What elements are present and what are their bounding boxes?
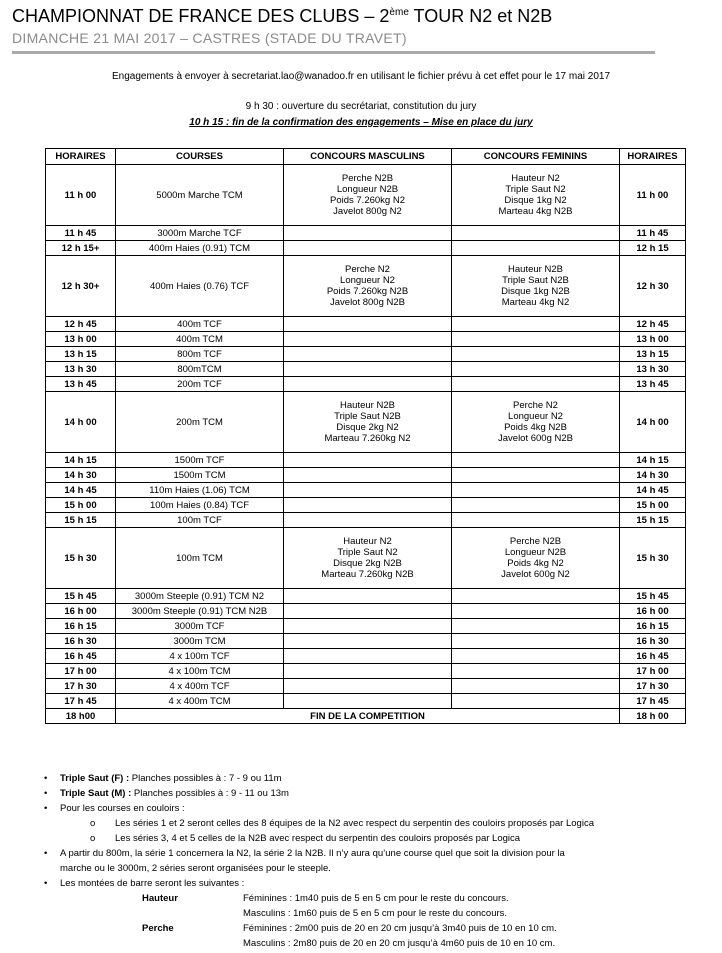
concours-masculins-cell [284, 679, 452, 694]
table-row [46, 453, 686, 468]
bullet-icon: • [44, 773, 48, 784]
horaire-end: 17 h 45 [620, 694, 686, 709]
horaire-end: 16 h 00 [620, 604, 686, 619]
course-cell: 400m Haies (0.91) TCM [116, 241, 284, 256]
table-row [46, 679, 686, 694]
list-item: • Triple Saut (F) : Planches possibles à : 7 - 9 ou 11m [44, 773, 282, 784]
table-row [46, 528, 686, 589]
confirmation-text: 10 h 15 : fin de la confirmation des engagements – Mise en place du jury [189, 117, 533, 128]
bullet-icon: • [44, 788, 48, 799]
horaire-start: 14 h 45 [46, 483, 116, 498]
horaire-start: 12 h 15+ [46, 241, 116, 256]
horaire-end: 15 h 15 [620, 513, 686, 528]
concours-feminins-cell [452, 317, 620, 332]
concours-masculins-cell [284, 664, 452, 679]
horaire-end: 13 h 15 [620, 347, 686, 362]
concours-masculins-cell [284, 468, 452, 483]
concours-masculins-cell [284, 226, 452, 241]
concours-masculins-cell [284, 649, 452, 664]
concours-feminins-cell [452, 241, 620, 256]
horaire-end: 14 h 45 [620, 483, 686, 498]
sub-bullet-icon: o [90, 833, 96, 844]
concours-feminins-cell [452, 634, 620, 649]
concours-feminins-cell [452, 256, 620, 317]
concours-item: Longueur N2B [504, 547, 567, 558]
concours-item: Poids 7.260kg N2 [330, 195, 405, 206]
concours-item: Perche N2 [345, 264, 390, 275]
table-row [46, 165, 686, 226]
concours-item: Marteau 4kg N2B [498, 206, 573, 217]
concours-item: Triple Saut N2 [337, 547, 398, 558]
course-cell: 110m Haies (1.06) TCM [116, 483, 284, 498]
concours-feminins-cell [452, 347, 620, 362]
horaire-end: 14 h 15 [620, 453, 686, 468]
header-horaires-left: HORAIRES [46, 149, 116, 165]
list-item: • Pour les courses en couloirs : [44, 803, 185, 814]
list-item: • A partir du 800m, la série 1 concernera la N2, la série 2 la N2B. Il n’y aura qu’une course quel que soit la division pour la marche ou le 3000m, 2 séries seront organisées pour le steeple. [44, 848, 565, 874]
table-row [46, 332, 686, 347]
course-cell: 400m TCF [116, 317, 284, 332]
horaire-end: 17 h 00 [620, 664, 686, 679]
header-horaires-right: HORAIRES [620, 149, 686, 165]
engagements-text: Engagements à envoyer à secretariat.lao@wanadoo.fr en utilisant le fichier prévu à cet effet pour le 17 mai 2017 [111, 71, 611, 82]
page-subtitle: DIMANCHE 21 MAI 2017 – CASTRES (STADE DU TRAVET) [12, 30, 407, 46]
course-cell: 100m Haies (0.84) TCF [116, 498, 284, 513]
horaire-start: 13 h 45 [46, 377, 116, 392]
concours-feminins-cell [452, 226, 620, 241]
horaire-end: 13 h 30 [620, 362, 686, 377]
horaire-end: 14 h 00 [620, 392, 686, 453]
horaire-start: 14 h 00 [46, 392, 116, 453]
concours-item: Triple Saut N2B [502, 275, 569, 286]
concours-feminins-cell [452, 649, 620, 664]
horaire-start: 12 h 30+ [46, 256, 116, 317]
horaire-end: 14 h 30 [620, 468, 686, 483]
horaire-end: 15 h 30 [620, 528, 686, 589]
concours-feminins-cell [452, 604, 620, 619]
concours-item: Hauteur N2 [511, 173, 560, 184]
sub-bullet-icon: o [90, 818, 96, 829]
concours-masculins-cell [284, 241, 452, 256]
concours-item: Poids 4kg N2B [504, 422, 567, 433]
horaire-start: 14 h 30 [46, 468, 116, 483]
horaire-end: 15 h 45 [620, 589, 686, 604]
concours-masculins-cell [284, 634, 452, 649]
concours-masculins-cell [284, 347, 452, 362]
concours-masculins-cell [284, 619, 452, 634]
horaire-start: 15 h 45 [46, 589, 116, 604]
table-row [46, 513, 686, 528]
course-cell: 200m TCF [116, 377, 284, 392]
concours-item: Longueur N2 [340, 275, 395, 286]
table-row [46, 649, 686, 664]
horaire-start: 16 h 00 [46, 604, 116, 619]
concours-item: Poids 4kg N2 [507, 558, 564, 569]
concours-feminins-cell [452, 377, 620, 392]
bullet-icon: • [44, 878, 48, 889]
concours-masculins-cell [284, 513, 452, 528]
horaire-start: 15 h 00 [46, 498, 116, 513]
header-courses: COURSES [116, 149, 284, 165]
concours-feminins-cell [452, 165, 620, 226]
concours-masculins-cell [284, 256, 452, 317]
concours-item: Javelot 600g N2B [498, 433, 573, 444]
course-cell: 3000m Steeple (0.91) TCM N2B [116, 604, 284, 619]
ouverture-text: 9 h 30 : ouverture du secrétariat, constitution du jury [245, 101, 477, 112]
horaire-start: 15 h 15 [46, 513, 116, 528]
table-row [46, 317, 686, 332]
concours-masculins-cell [284, 694, 452, 709]
table-row [46, 377, 686, 392]
concours-feminins-cell [452, 453, 620, 468]
concours-feminins-cell [452, 694, 620, 709]
horaire-start: 11 h 00 [46, 165, 116, 226]
concours-feminins-cell [452, 498, 620, 513]
list-item: • Les montées de barre seront les suivantes : [44, 878, 245, 889]
horaire-end: 12 h 30 [620, 256, 686, 317]
horaire-end: 11 h 45 [620, 226, 686, 241]
perche-row: Masculins : 2m80 puis de 20 en 20 cm jusqu’à 4m60 puis de 10 en 10 cm. [243, 938, 556, 949]
horaire-start: 15 h 30 [46, 528, 116, 589]
table-row [46, 468, 686, 483]
course-cell: 3000m Steeple (0.91) TCM N2 [116, 589, 284, 604]
bullet-icon: • [44, 803, 48, 814]
horaire-end: 16 h 45 [620, 649, 686, 664]
horaire-end: 12 h 15 [620, 241, 686, 256]
hauteur-row: Masculins : 1m60 puis de 5 en 5 cm pour le reste du concours. [243, 908, 508, 919]
concours-masculins-cell [284, 453, 452, 468]
concours-item: Disque 1kg N2B [501, 286, 570, 297]
concours-masculins-cell [284, 604, 452, 619]
course-cell: 1500m TCM [116, 468, 284, 483]
horaire-end: 17 h 30 [620, 679, 686, 694]
notes-section [44, 771, 704, 951]
horaire-start: 11 h 45 [46, 226, 116, 241]
horaire-end: 12 h 45 [620, 317, 686, 332]
table-header-row [46, 149, 686, 165]
horaire-start: 18 h00 [46, 709, 116, 724]
concours-masculins-cell [284, 362, 452, 377]
concours-item: Triple Saut N2B [334, 411, 401, 422]
course-cell: 200m TCM [116, 392, 284, 453]
horaire-start: 16 h 45 [46, 649, 116, 664]
table-row [46, 241, 686, 256]
concours-item: Marteau 4kg N2 [501, 297, 570, 308]
concours-item: Marteau 7.260kg N2B [321, 569, 414, 580]
table-row [46, 664, 686, 679]
horaire-start: 12 h 45 [46, 317, 116, 332]
horaire-start: 17 h 45 [46, 694, 116, 709]
concours-masculins-cell [284, 317, 452, 332]
concours-item: Poids 7.260kg N2B [326, 286, 409, 297]
course-cell: 100m TCF [116, 513, 284, 528]
concours-item: Hauteur N2 [343, 536, 392, 547]
concours-feminins-cell [452, 589, 620, 604]
concours-feminins-cell [452, 513, 620, 528]
table-row [46, 256, 686, 317]
bullet-icon: • [44, 848, 48, 859]
concours-item: Disque 2kg N2B [333, 558, 402, 569]
concours-masculins-cell [284, 483, 452, 498]
horaire-end: 18 h 00 [620, 709, 686, 724]
concours-feminins-cell [452, 468, 620, 483]
concours-masculins-cell [284, 392, 452, 453]
concours-item: Disque 1kg N2 [504, 195, 567, 206]
schedule-table [45, 148, 686, 724]
horaire-end: 11 h 00 [620, 165, 686, 226]
course-cell: 800mTCM [116, 362, 284, 377]
table-row [46, 347, 686, 362]
final-row [46, 709, 686, 724]
concours-item: Disque 2kg N2 [336, 422, 399, 433]
course-cell: 4 x 400m TCF [116, 679, 284, 694]
course-cell: 4 x 100m TCF [116, 649, 284, 664]
fin-competition: FIN DE LA COMPETITION [116, 709, 620, 724]
concours-feminins-cell [452, 619, 620, 634]
table-row [46, 619, 686, 634]
header-concours-feminins: CONCOURS FEMININS [452, 149, 620, 165]
concours-item: Marteau 7.260kg N2 [324, 433, 411, 444]
course-cell: 400m Haies (0.76) TCF [116, 256, 284, 317]
table-row [46, 362, 686, 377]
course-cell: 1500m TCF [116, 453, 284, 468]
list-item: • Triple Saut (M) : Planches possibles à : 9 - 11 ou 13m [44, 788, 289, 799]
horaire-start: 13 h 00 [46, 332, 116, 347]
horaire-start: 13 h 30 [46, 362, 116, 377]
perche-row: Perche Féminines : 2m00 puis de 20 en 20 cm jusqu’à 3m40 puis de 10 en 10 cm. [142, 923, 557, 934]
horaire-end: 16 h 30 [620, 634, 686, 649]
sub-list-item: o Les séries 1 et 2 seront celles des 8 équipes de la N2 avec respect du serpentin des couloirs proposés par Logica [90, 818, 594, 829]
horaire-start: 17 h 30 [46, 679, 116, 694]
concours-item: Longueur N2B [336, 184, 399, 195]
page-title: CHAMPIONNAT DE FRANCE DES CLUBS – 2ème TOUR N2 et N2B [12, 6, 553, 26]
concours-item: Perche N2B [509, 536, 562, 547]
concours-item: Perche N2 [513, 400, 558, 411]
course-cell: 3000m TCM [116, 634, 284, 649]
course-cell: 400m TCM [116, 332, 284, 347]
course-cell: 5000m Marche TCM [116, 165, 284, 226]
concours-masculins-cell [284, 528, 452, 589]
concours-feminins-cell [452, 528, 620, 589]
title-divider [12, 51, 655, 54]
concours-feminins-cell [452, 362, 620, 377]
concours-item: Javelot 800g N2B [330, 297, 405, 308]
concours-masculins-cell [284, 377, 452, 392]
concours-masculins-cell [284, 332, 452, 347]
horaire-end: 13 h 00 [620, 332, 686, 347]
horaire-start: 14 h 15 [46, 453, 116, 468]
course-cell: 100m TCM [116, 528, 284, 589]
concours-masculins-cell [284, 498, 452, 513]
course-cell: 3000m Marche TCF [116, 226, 284, 241]
concours-item: Perche N2B [341, 173, 394, 184]
table-row [46, 483, 686, 498]
concours-item: Javelot 800g N2 [333, 206, 402, 217]
concours-feminins-cell [452, 332, 620, 347]
table-row [46, 604, 686, 619]
horaire-start: 16 h 15 [46, 619, 116, 634]
concours-item: Triple Saut N2 [505, 184, 566, 195]
course-cell: 3000m TCF [116, 619, 284, 634]
header-concours-masculins: CONCOURS MASCULINS [284, 149, 452, 165]
concours-item: Hauteur N2B [340, 400, 395, 411]
table-row [46, 634, 686, 649]
horaire-start: 16 h 30 [46, 634, 116, 649]
concours-feminins-cell [452, 664, 620, 679]
table-row [46, 694, 686, 709]
course-cell: 4 x 400m TCM [116, 694, 284, 709]
hauteur-row: Hauteur Féminines : 1m40 puis de 5 en 5 cm pour le reste du concours. [142, 893, 509, 904]
concours-feminins-cell [452, 483, 620, 498]
table-row [46, 226, 686, 241]
concours-masculins-cell [284, 589, 452, 604]
concours-masculins-cell [284, 165, 452, 226]
concours-item: Hauteur N2B [508, 264, 563, 275]
horaire-start: 17 h 00 [46, 664, 116, 679]
horaire-start: 13 h 15 [46, 347, 116, 362]
horaire-end: 16 h 15 [620, 619, 686, 634]
horaire-end: 15 h 00 [620, 498, 686, 513]
horaire-end: 13 h 45 [620, 377, 686, 392]
concours-feminins-cell [452, 392, 620, 453]
table-row [46, 589, 686, 604]
course-cell: 4 x 100m TCM [116, 664, 284, 679]
table-row [46, 498, 686, 513]
concours-item: Javelot 600g N2 [501, 569, 570, 580]
table-row [46, 392, 686, 453]
sub-list-item: o Les séries 3, 4 et 5 celles de la N2B avec respect du serpentin des couloirs proposés par Logica [90, 833, 521, 844]
concours-feminins-cell [452, 679, 620, 694]
course-cell: 800m TCF [116, 347, 284, 362]
concours-item: Longueur N2 [508, 411, 563, 422]
